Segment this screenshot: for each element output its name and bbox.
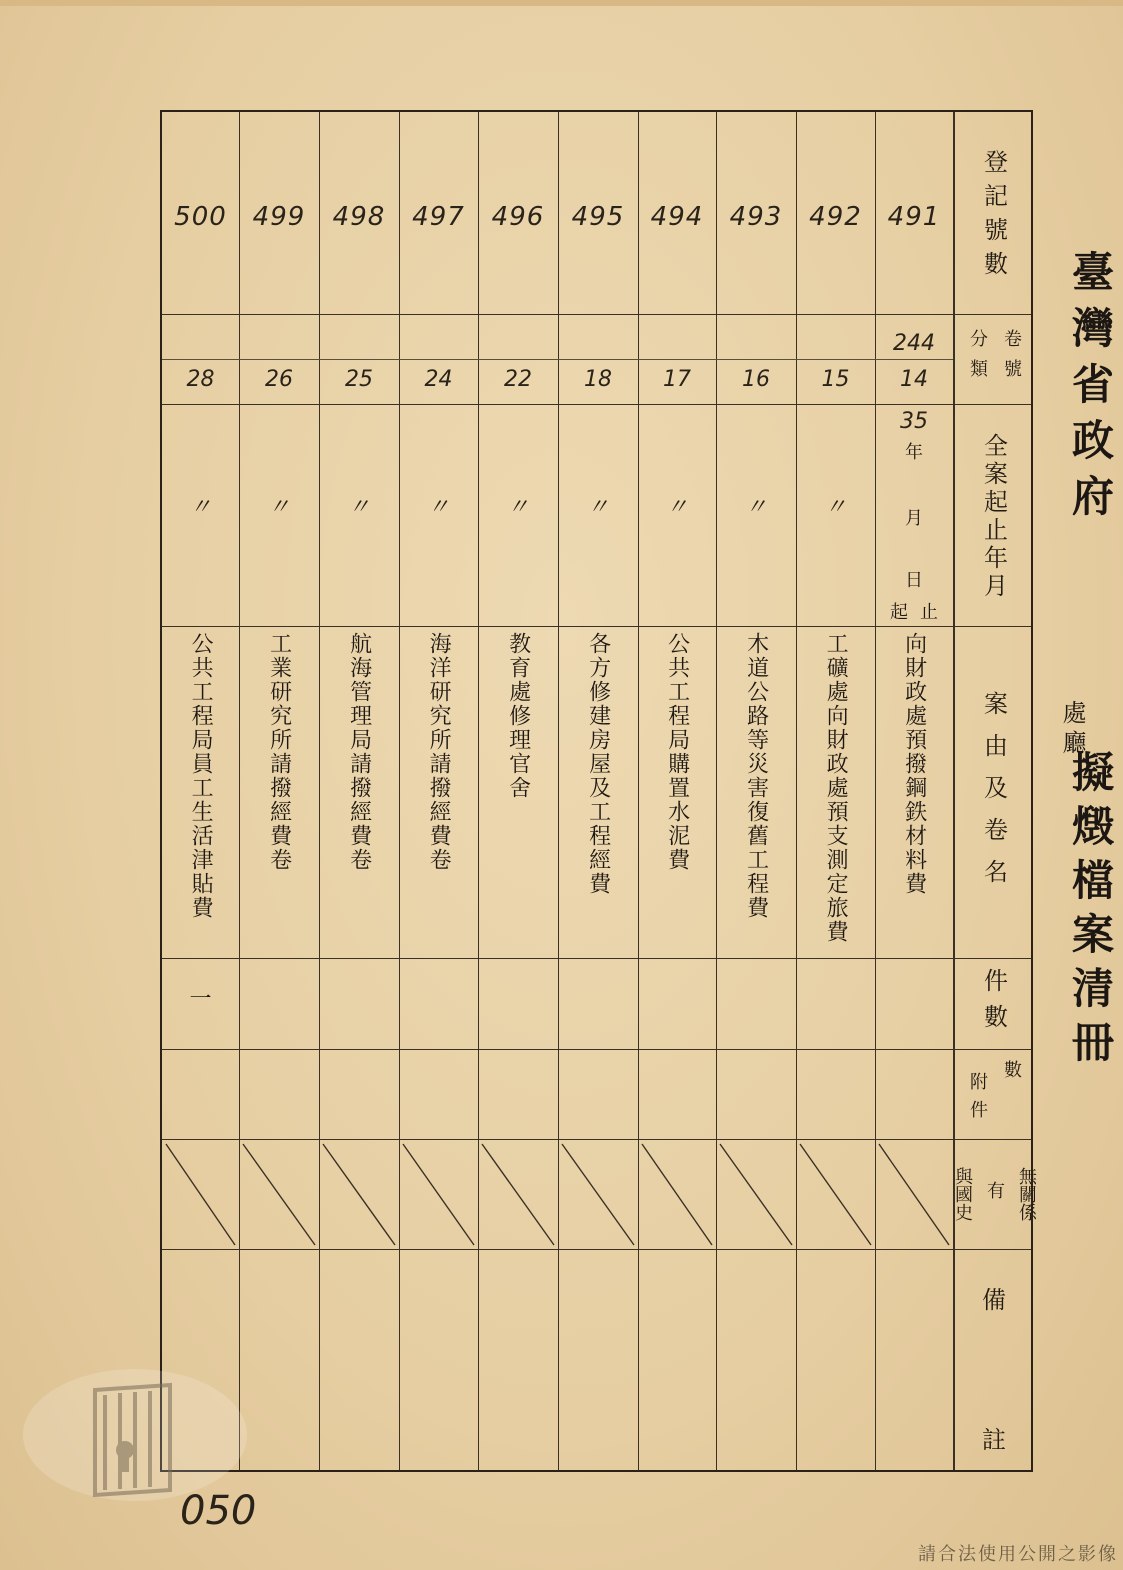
- date-end-label: 止: [920, 602, 938, 623]
- page-number: 050: [180, 1488, 257, 1534]
- date-ditto-mark: 〃: [267, 494, 290, 520]
- subject-cell: [162, 632, 239, 952]
- registration-number: 498: [332, 202, 386, 232]
- header-national-history-b: 有: [984, 1181, 1005, 1199]
- page-edge: [0, 0, 1123, 6]
- header-remarks-a: 備: [982, 1285, 1006, 1314]
- subject-text: 海洋研究所請撥經費卷: [426, 632, 452, 872]
- subject-cell: [319, 632, 399, 952]
- not-applicable-slash: [875, 1140, 953, 1249]
- subject-text: 工業研究所請撥經費卷: [266, 632, 292, 872]
- not-applicable-slash: [319, 1140, 399, 1249]
- not-applicable-slash: [716, 1140, 796, 1249]
- subject-text: 向財政處預撥鋼鉄材料費: [901, 632, 927, 896]
- subject-cell: [239, 632, 319, 952]
- subject-text: 木道公路等災害復舊工程費: [743, 632, 769, 920]
- date-ditto-mark: 〃: [824, 494, 847, 520]
- first-entry-date: [875, 408, 953, 623]
- archive-logo-icon: [20, 1365, 250, 1505]
- header-date-range: 全案起止年月: [979, 433, 1008, 601]
- date-ditto-mark: 〃: [586, 494, 609, 520]
- item-count-value: 一: [189, 986, 212, 1012]
- volume-number: 24: [424, 366, 453, 392]
- volume-number: 28: [186, 366, 215, 392]
- registration-number: 492: [809, 202, 862, 232]
- registration-number: 491: [887, 202, 941, 232]
- date-month-label: 月: [905, 508, 923, 529]
- subject-text: 教育處修理官舍: [505, 632, 531, 800]
- volume-number: 18: [584, 366, 612, 392]
- date-ditto-mark: 〃: [744, 494, 767, 520]
- header-registration-no: 登記號數: [979, 149, 1008, 285]
- row-divider: [162, 626, 1031, 627]
- not-applicable-slash: [239, 1140, 319, 1249]
- header-national-history: [952, 1141, 1037, 1247]
- header-attachment-count: 數: [1001, 1060, 1022, 1084]
- subject-text: 工礦處向財政處預支測定旅費: [823, 632, 849, 944]
- not-applicable-slash: [558, 1140, 638, 1249]
- volume-number: 14: [900, 366, 928, 392]
- date-day-label: 日: [905, 570, 923, 591]
- registration-number: 495: [571, 202, 625, 232]
- volume-number: 25: [345, 366, 373, 392]
- not-applicable-slash: [638, 1140, 716, 1249]
- date-year-value: 35: [900, 409, 928, 434]
- watermark: 請合法使用公開之影像: [918, 1544, 1118, 1565]
- volume-number: 22: [504, 366, 532, 392]
- date-start-end: [890, 598, 938, 624]
- header-national-history-c: 與國史: [952, 1167, 973, 1221]
- subject-cell: [875, 632, 953, 952]
- date-ditto-mark: 〃: [665, 494, 688, 520]
- row-divider: [162, 1249, 1031, 1250]
- subject-cell: [638, 632, 716, 952]
- date-year-label: 年: [905, 442, 923, 463]
- registration-number: 494: [650, 202, 704, 232]
- volume-number: 26: [265, 366, 293, 392]
- registration-number: 497: [412, 202, 465, 232]
- header-remarks-b: 註: [982, 1425, 1006, 1454]
- volume-number: 15: [821, 366, 850, 392]
- header-subject: 案由及卷名: [979, 691, 1008, 901]
- subject-cell: [399, 632, 478, 952]
- row-divider: [162, 404, 1031, 405]
- date-start-label: 起: [890, 602, 908, 623]
- subject-cell: [558, 632, 638, 952]
- date-ditto-mark: 〃: [347, 494, 370, 520]
- volume-subline: [162, 359, 953, 360]
- not-applicable-slash: [399, 1140, 478, 1249]
- subject-cell: [478, 632, 558, 952]
- header-volume-no: 卷號: [1001, 329, 1022, 389]
- subject-text: 公共工程局購置水泥費: [664, 632, 690, 872]
- date-ditto-mark: 〃: [189, 494, 212, 520]
- subject-cell: [716, 632, 796, 952]
- subject-text: 航海管理局請撥經費卷: [346, 632, 372, 872]
- row-divider: [162, 1049, 1031, 1050]
- registration-number: 493: [729, 202, 783, 232]
- header-national-history-a: 無關係: [1016, 1167, 1037, 1221]
- header-volume-class: [955, 316, 1033, 402]
- volume-number: 16: [742, 366, 770, 392]
- date-ditto-mark: 〃: [506, 494, 529, 520]
- list-title: 擬燬檔案清冊: [1066, 750, 1115, 1074]
- document-title: 臺灣省政府: [1066, 250, 1115, 530]
- subject-text: 公共工程局員工生活津貼費: [188, 632, 214, 920]
- header-classification: 分類: [967, 329, 988, 389]
- header-item-count: 件數: [979, 968, 1008, 1040]
- subject-text: 各方修建房屋及工程經費: [585, 632, 611, 896]
- row-divider: [162, 958, 1031, 959]
- not-applicable-slash: [478, 1140, 558, 1249]
- volume-number: 17: [663, 366, 691, 392]
- registration-number: 499: [252, 202, 306, 232]
- registration-number: 496: [491, 202, 545, 232]
- header-attachment-label: 附件: [967, 1072, 988, 1128]
- department-label: 處廳: [1058, 700, 1086, 760]
- volume-number-top: 244: [893, 330, 935, 356]
- subject-cell: [796, 632, 875, 952]
- row-divider: [162, 314, 1031, 315]
- header-attachment: [955, 1051, 1033, 1137]
- registration-number: 500: [174, 202, 227, 232]
- not-applicable-slash: [162, 1140, 239, 1249]
- archive-list-table: [160, 110, 1037, 1472]
- date-ditto-mark: 〃: [427, 494, 450, 520]
- not-applicable-slash: [796, 1140, 875, 1249]
